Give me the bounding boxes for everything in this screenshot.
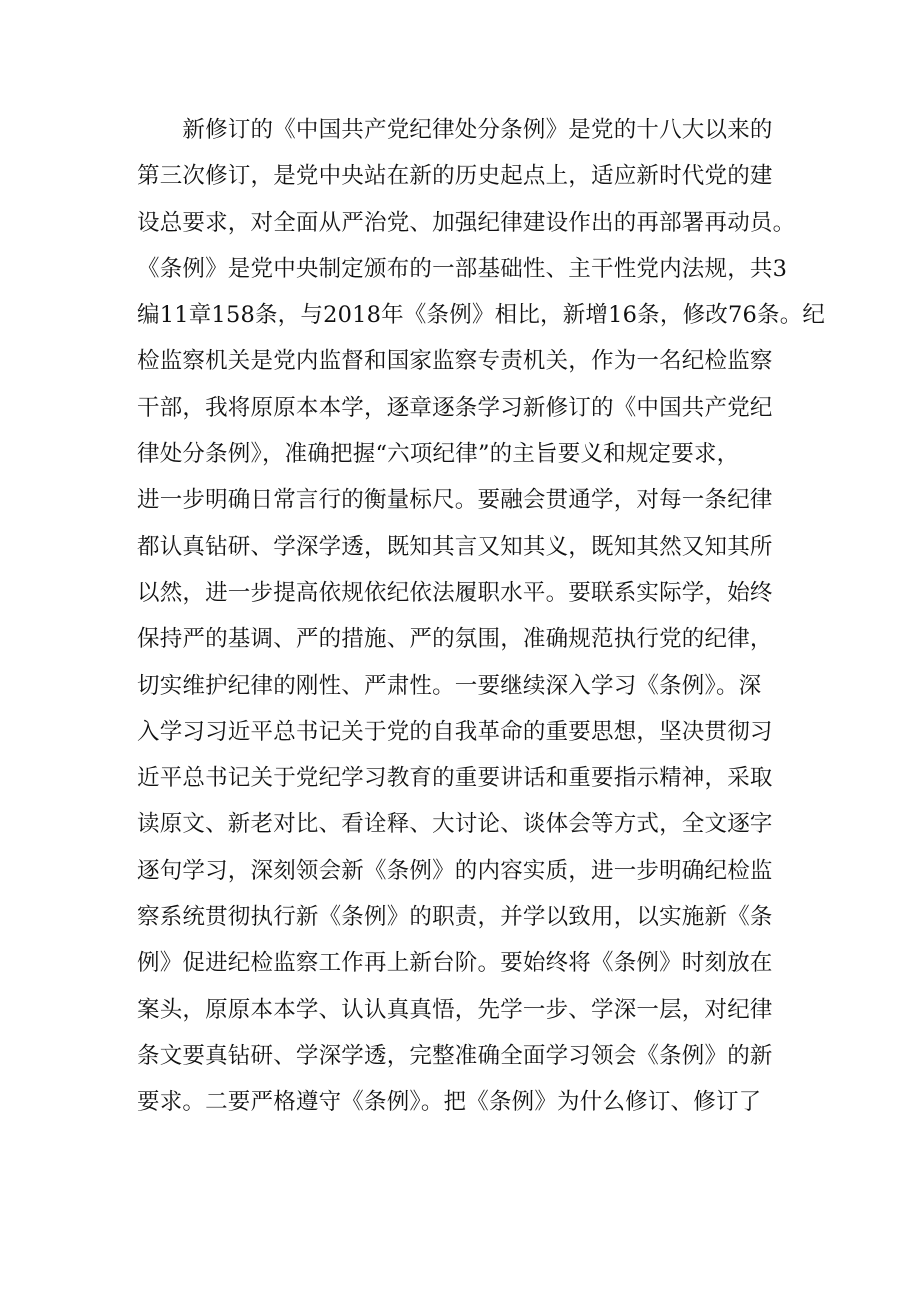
text-line: 设总要求，对全面从严治党、加强纪律建设作出的再部署再动员。 xyxy=(137,209,796,236)
body-paragraph xyxy=(137,107,826,1126)
text-line: 案头，原原本本学、认认真真悟，先学一步、学深一层，对纪律 xyxy=(137,996,773,1023)
text-line: 条文要真钻研、学深学透，完整准确全面学习领会《条例》的新 xyxy=(137,1042,773,1069)
text-line: 新修订的《中国共产党纪律处分条例》是党的十八大以来的 xyxy=(137,117,773,143)
text-line: 检监察机关是党内监督和国家监察专责机关，作为一名纪检监察 xyxy=(137,348,773,375)
text-line: 读原文、新老对比、看诠释、大讨论、谈体会等方式，全文逐字 xyxy=(137,811,773,838)
text-line: 例》促进纪检监察工作再上新台阶。要始终将《条例》时刻放在 xyxy=(137,950,773,977)
text-line: 近平总书记关于党纪学习教育的重要讲话和重要指示精神，采取 xyxy=(137,765,773,792)
text-line: 干部，我将原原本本学，逐章逐条学习新修订的《中国共产党纪 xyxy=(137,394,773,421)
text-line: 编11章158条，与2018年《条例》相比，新增16条，修改76条。纪 xyxy=(137,302,826,329)
text-line: 逐句学习，深刻领会新《条例》的内容实质，进一步明确纪检监 xyxy=(137,857,773,884)
text-line: 以然，进一步提高依规依纪依法履职水平。要联系实际学，始终 xyxy=(137,579,773,606)
text-line: 进一步明确日常言行的衡量标尺。要融会贯通学，对每一条纪律 xyxy=(137,487,773,514)
text-line: 保持严的基调、严的措施、严的氛围，准确规范执行党的纪律， xyxy=(137,626,773,653)
text-line: 都认真钻研、学深学透，既知其言又知其义，既知其然又知其所 xyxy=(137,533,773,560)
text-line: 切实维护纪律的刚性、严肃性。一要继续深入学习《条例》。深 xyxy=(137,672,762,699)
text-line: 要求。二要严格遵守《条例》。把《条例》为什么修订、修订了 xyxy=(137,1089,762,1116)
text-line: 察系统贯彻执行新《条例》的职责，并学以致用，以实施新《条 xyxy=(137,904,773,931)
text-line: 律处分条例》，准确把握“六项纪律”的主旨要义和规定要求， xyxy=(137,441,740,468)
text-line: 《条例》是党中央制定颁布的一部基础性、主干性党内法规，共3 xyxy=(137,255,788,282)
text-line: 入学习习近平总书记关于党的自我革命的重要思想，坚决贯彻习 xyxy=(137,718,773,745)
text-line: 第三次修订，是党中央站在新的历史起点上，适应新时代党的建 xyxy=(137,163,773,190)
